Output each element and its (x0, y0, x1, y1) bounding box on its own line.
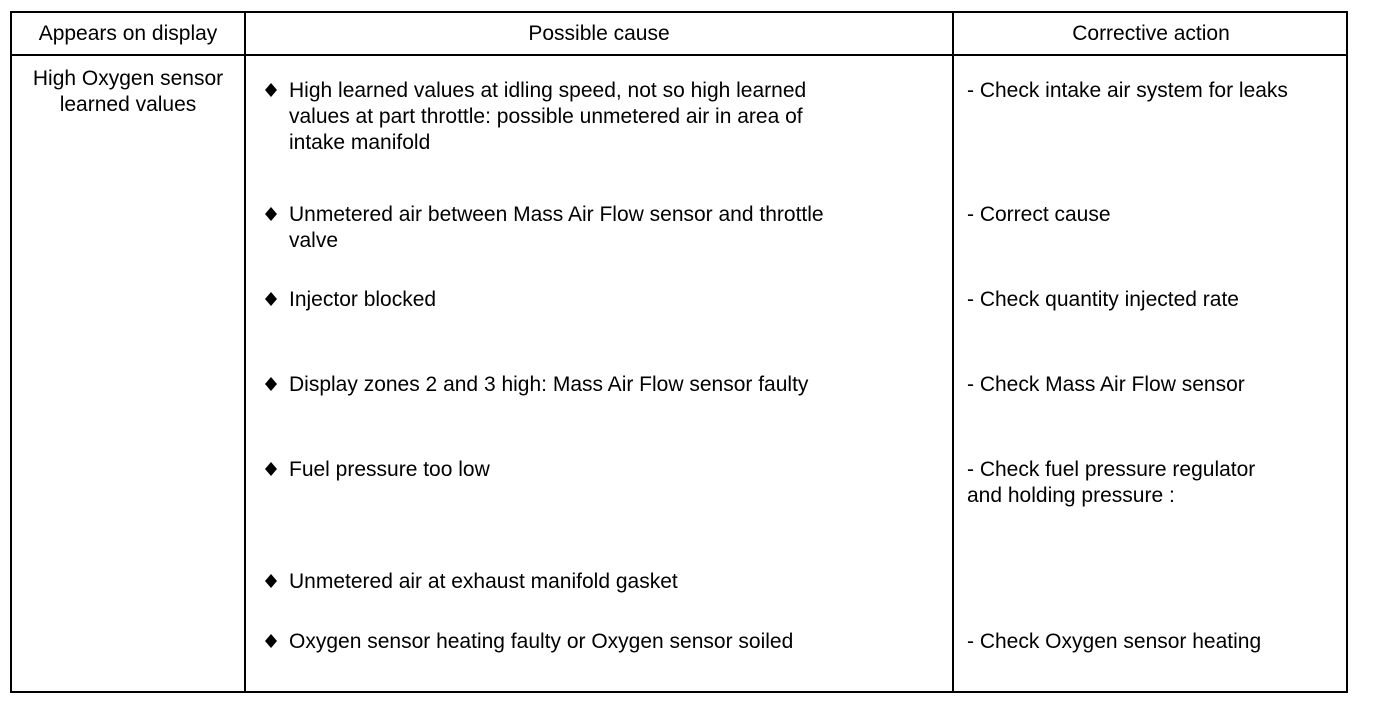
cause-3-line-1: Injector blocked (289, 288, 437, 311)
diamond-bullet-icon (264, 574, 278, 588)
cause-6-line-1: Unmetered air at exhaust manifold gasket (289, 570, 678, 593)
display-value-line-2: learned values (59, 93, 197, 116)
cause-1-line-2: values at part throttle: possible unmetered air in area of (289, 105, 803, 128)
diamond-bullet-icon (264, 634, 278, 648)
action-3-line-1: - Check quantity injected rate (967, 288, 1239, 311)
diamond-bullet-icon (264, 207, 278, 221)
cause-4-line-1: Display zones 2 and 3 high: Mass Air Flow sensor faulty (289, 373, 809, 396)
cause-5-line-1: Fuel pressure too low (289, 458, 490, 481)
action-6-line-1: - Check Oxygen sensor heating (967, 630, 1262, 653)
diamond-bullet-icon (264, 83, 278, 97)
action-5-line-1: - Check fuel pressure regulator (967, 458, 1256, 481)
action-2-line-1: - Correct cause (967, 203, 1111, 226)
action-4-line-1: - Check Mass Air Flow sensor (967, 373, 1245, 396)
diagnostic-table (10, 11, 1348, 693)
column-divider-1 (244, 13, 246, 691)
cause-7-line-1: Oxygen sensor heating faulty or Oxygen sensor soiled (289, 630, 794, 653)
diamond-bullet-icon (264, 292, 278, 306)
display-value-line-1: High Oxygen sensor (32, 67, 224, 90)
header-corrective-action: Corrective action (1072, 22, 1230, 45)
cause-1-line-1: High learned values at idling speed, not so high learned (289, 79, 807, 102)
cause-2-line-2: valve (289, 229, 339, 252)
diamond-bullet-icon (264, 462, 278, 476)
column-divider-2 (952, 13, 954, 691)
action-1-line-1: - Check intake air system for leaks (967, 79, 1288, 102)
header-possible-cause: Possible cause (528, 22, 670, 45)
cause-1-line-3: intake manifold (289, 131, 431, 154)
diamond-bullet-icon (264, 377, 278, 391)
action-5-line-2: and holding pressure ⁠: (967, 484, 1175, 507)
header-appears-on-display: Appears on display (38, 22, 218, 45)
cause-2-line-1: Unmetered air between Mass Air Flow sensor and throttle (289, 203, 824, 226)
